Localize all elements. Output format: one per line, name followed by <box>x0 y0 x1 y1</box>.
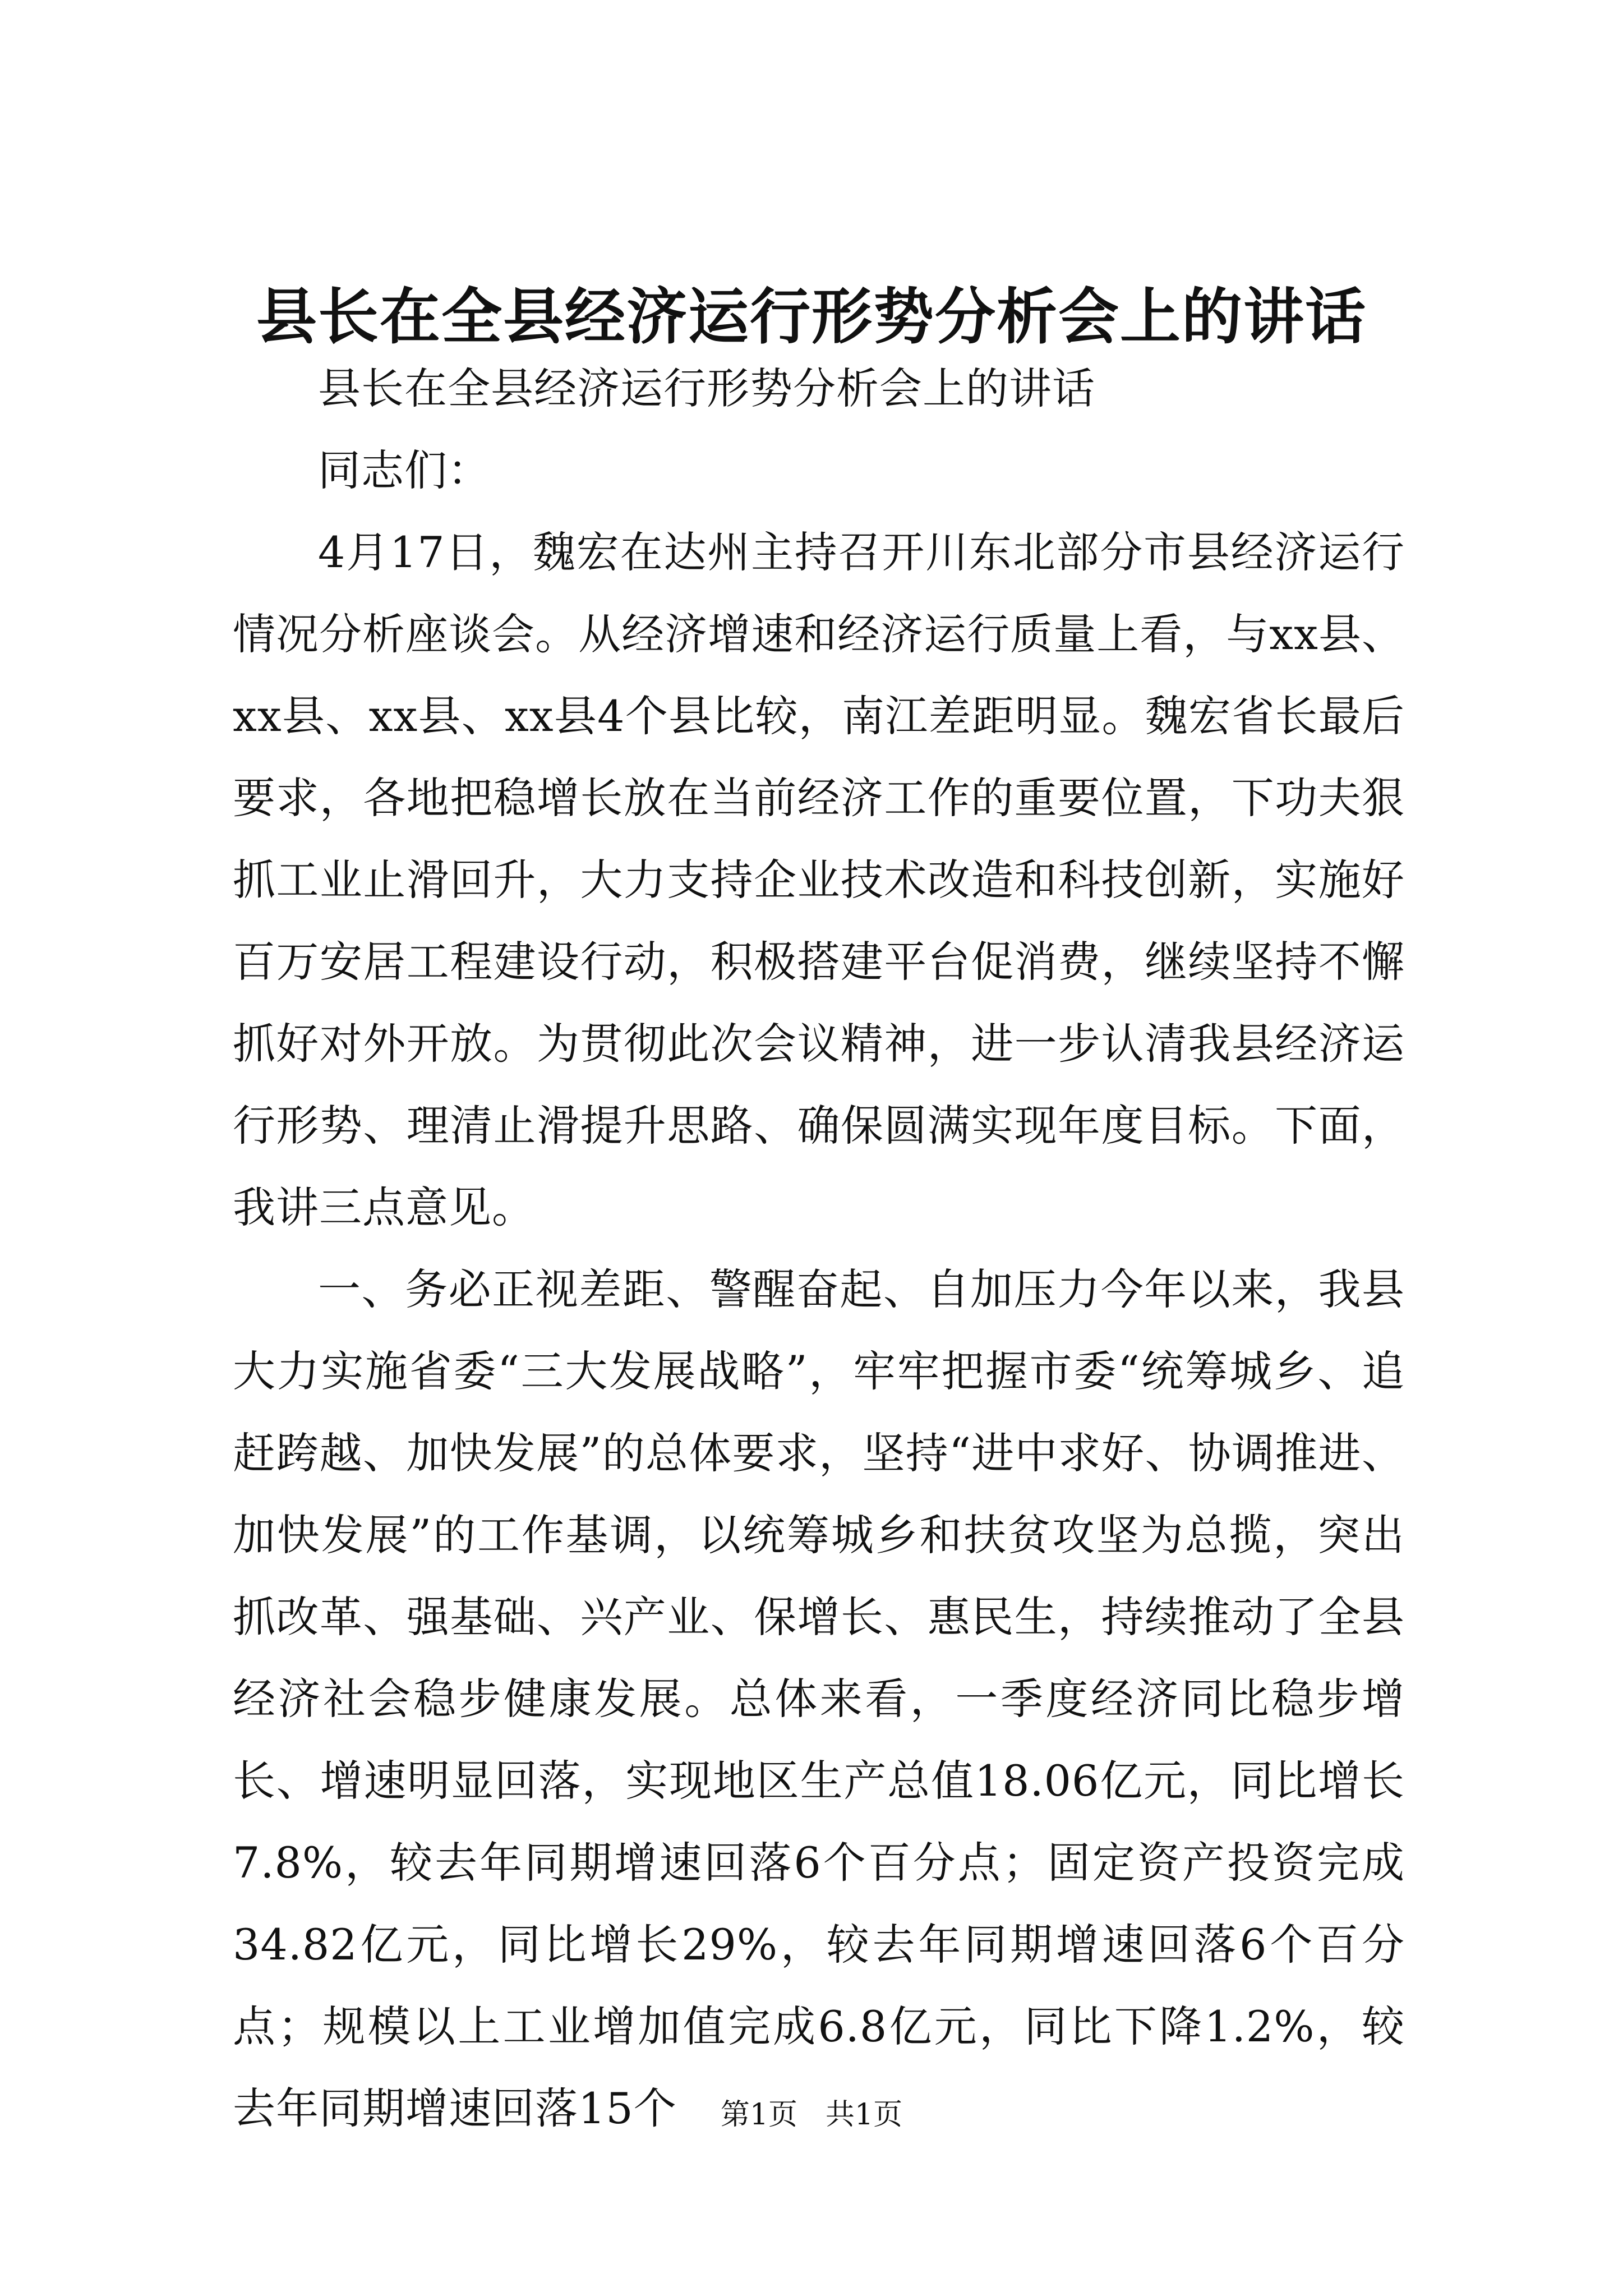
paragraph-subtitle: 县长在全县经济运行形势分析会上的讲话 <box>318 364 1095 413</box>
page-total: 共1页 <box>826 2098 903 2132</box>
document-title: 县长在全县经济运行形势分析会上的讲话 <box>256 282 1367 352</box>
paragraph-intro: 4月17日，魏宏在达州主持召开川东北部分市县经济运行情况分析座谈会。从经济增速和经济运行质量上看，与xx县、xx县、xx县、xx县4个县比较，南江差距明显。魏宏省长最后要求，各地把稳增长放在当前经济工作的重要位置，下功夫狠抓工业止滑回升，大力支持企业技术改造和科技创新，实施好百万安居工程建设行动，积极搭建平台促消费，继续坚持不懈抓好对外开放。为贯彻此次会议精神，进一步认清我县经济运行形势、理清止滑提升思路、确保圆满实现年度目标。下面，我讲三点意见。 <box>233 527 1405 1232</box>
page-footer <box>0 2095 1623 2134</box>
document-body <box>233 348 1405 2150</box>
paragraph-salutation: 同志们： <box>318 445 491 495</box>
paragraph-section-one: 一、务必正视差距、警醒奋起、自加压力今年以来，我县大力实施省委“三大发展战略”，牢牢把握市委“统筹城乡、追赶跨越、加快发展”的总体要求，坚持“进中求好、协调推进、加快发展”的工作基调，以统筹城乡和扶贫攻坚为总揽，突出抓改革、强基础、兴产业、保增长、惠民生，持续推动了全县经济社会稳步健康发展。总体来看，一季度经济同比稳步增长、增速明显回落，实现地区生产总值18.06亿元，同比增长7.8%，较去年同期增速回落6个百分点；固定资产投资完成34.82亿元，同比增长29%，较去年同期增速回落6个百分点；规模以上工业增加值完成6.8亿元，同比下降1.2%，较去年同期增速回落15个 <box>233 1264 1405 2133</box>
page-number: 第1页 <box>720 2098 797 2132</box>
